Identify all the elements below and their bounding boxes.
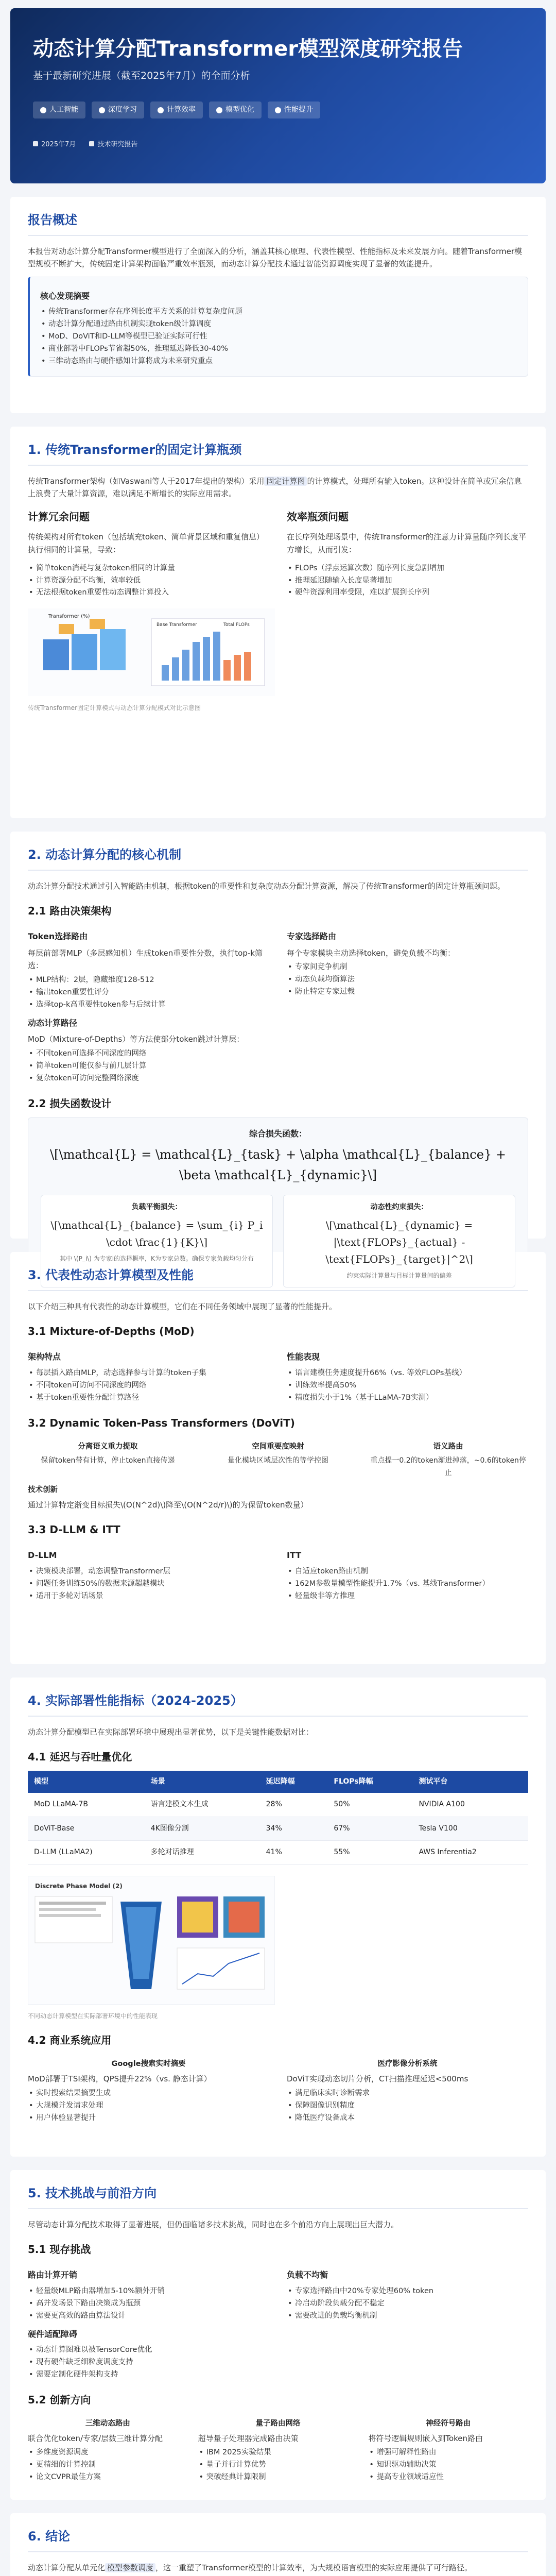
bottleneck-block: 效率瓶颈问题 在长序列处理场景中，传统Transformer的注意力计算量随序列长度平方增长，从而引发： • FLOPs（浮点运算次数）随序列长度急剧增加 • 推理延迟随输入长度显著增加 • 硬件资源利用率受限，难以扩展到长序列 bbox=[287, 506, 528, 599]
direction-card: 量子路由网络 超导量子处理器完成路由决策 • IBM 2025实验结果 • 量子并行计算优势 • 突破经典计算限制 bbox=[198, 2414, 358, 2484]
list-item: • 动态负载均衡算法 bbox=[287, 974, 528, 986]
list-item: • 突破经典计算限制 bbox=[198, 2471, 358, 2484]
report-title: 动态计算分配Transformer模型深度研究报告 bbox=[33, 37, 463, 61]
list-item: • 硬件资源利用率受限，难以扩展到长序列 bbox=[287, 587, 528, 599]
tag[interactable]: 人工智能 bbox=[33, 101, 85, 118]
list-item: • 三维动态路由与硬件感知计算将成为未来研究重点 bbox=[40, 355, 517, 368]
comparison-figure bbox=[28, 608, 528, 714]
overview-intro: 本报告对动态计算分配Transformer模型进行了全面深入的分析，涵盖其核心原理、代表性模型、性能指标及未来发展方向。随着Transformer模型规模不断扩大，传统固定计算架构面临严重效率瓶颈，而动态计算分配技术通过智能资源调度实现了显著的效能提升。 bbox=[28, 246, 523, 269]
figure-title: Discrete Phase Model (2) bbox=[35, 1882, 123, 1890]
findings-list bbox=[40, 306, 517, 368]
list-item: • 轻量级MLP路由器增加5-10%额外开销 bbox=[28, 2285, 269, 2298]
list-item: • 需要改进的负载均衡机制 bbox=[287, 2310, 528, 2323]
report-date: 2025年7月 bbox=[41, 141, 76, 149]
brain-icon bbox=[99, 107, 105, 113]
section-3: 3. 代表性动态计算模型及性能 以下介绍三种具有代表性的动态计算模型，它们在不同任务领域中展现了显著的性能提升。 3.1 Mixture-of-Depths (MoD) 架构特点 • 每层插入路由MLP，动态选择参与计算的token子集 • 不同token可访问不同深度的网络 • 基于token重要性分配计算路径 性能表现 • 语言建模任务速度提升66%（vs. 等效FLOPs基线） • 训练效率提高50% • 精度损失小于1%（基于LLaMA-7B实测） 3.2 Dynamic Token-Pass Transformers (DoViT) 分离语义重力提取 保留token带有计算，停止token直接传递 空间重要度映射 量化模块区域层次性的等学控图 语义路由 重点提一0.2的token渐进掉落，~0.6的token停止 技术创新 通过计算特定渐变目标损失\(O(N^2d)\)降至\(O(N^2d/r)\)的为保留token数量） 3.3 D-LLM & ITT D-LLM • 决策模块部署，动态调整Transformer层 • 问题任务训练50%的数据来源超越模块 • 适用于多轮对话场景 ITT • 自适应token路由机制 • 162M参数量模型性能提升1.7%（vs. 基线Transformer） • 轻量级非等方推理 bbox=[10, 1252, 546, 1664]
list-item: • 简单token可能仅参与前几层计算 bbox=[28, 1060, 528, 1073]
direction-card: 三维动态路由 联合优化token/专家/层数三维计算分配 • 多维度资源调度 • 更精细的计算控制 • 论文CVPR最佳方案 bbox=[28, 2414, 188, 2484]
direction-card: 神经符号路由 将符号逻辑规则嵌入到Token路由 • 增强可解释性路由 • 知识驱动辅助决策 • 提高专业领域适应性 bbox=[368, 2414, 528, 2484]
list-item: • 降低医疗设备成本 bbox=[287, 2112, 528, 2125]
list-item: • 不同token可选择不同深度的网络 bbox=[28, 1048, 528, 1060]
list-item: • 适用于多轮对话场景 bbox=[28, 1590, 269, 1603]
loss-equation: \[\mathcal{L} = \mathcal{L}_{task} + \alpha \mathcal{L}_{balance} + \beta \mathcal{L}_{dynamic}\] bbox=[50, 1147, 506, 1182]
figure-caption: 传统Transformer固定计算模式与动态计算分配模式对比示意图 bbox=[28, 704, 201, 712]
list-item: • 语言建模任务速度提升66%（vs. 等效FLOPs基线） bbox=[287, 1367, 528, 1380]
section-5: 5. 技术挑战与前沿方向 尽管动态计算分配技术取得了显著进展，但仍面临诸多技术挑战，同时也在多个前沿方向上展现出巨大潜力。 5.1 现存挑战 路由计算开销 • 轻量级MLP路由器增加5-10%额外开销 • 高并发场景下路由决策成为瓶颈 • 需要更高效的路由算法设计 负载不均衡 • 专家选择路由中20%专家处理60% token • 冷启动阶段负载分配不稳定 • 需要改进的负载均衡机制 硬件适配障碍 • 动态计算图难以被TensorCore优化 • 现有硬件缺乏细粒度调度支持 • 需要定制化硬件架构支持 5.2 创新方向 三维动态路由 联合优化token/专家/层数三维计算分配 • 多维度资源调度 • 更精细的计算控制 • 论文CVPR最佳方案 量子路由网络 超导量子处理器完成路由决策 • IBM 2025实验结果 • 量子并行计算优势 • 突破经典计算限制 神经符号路由 将符号逻辑规则嵌入到Token路由 • 增强可解释性路由 • 知识驱动辅助决策 • 提高专业领域适应性 bbox=[10, 2170, 546, 2500]
list-item: • 实时搜索结果摘要生成 bbox=[28, 2088, 269, 2100]
performance-table: 模型 场景 延迟降幅 FLOPs降幅 测试平台 MoD LLaMA-7B 语言建模文本生成 28% 50% NVIDIA A100 DoViT-Base 4K图像分割 34% 67% Tesla V100 D-LLM (LLaMA2) 多轮对话推理 41% 55% AWS Inferentia2 bbox=[28, 1771, 528, 1864]
section-2: 2. 动态计算分配的核心机制 动态计算分配技术通过引入智能路由机制，根据token的重要性和复杂度动态分配计算资源，解决了传统Transformer的固定计算瓶颈问题。 2.1 路由决策架构 Token选择路由 每层前部署MLP（多层感知机）生成token重要性分数，执行top-k筛选： • MLP结构：2层，隐藏维度128-512 • 输出token重要性评分 • 选择top-k高重要性token参与后续计算 专家选择路由 每个专家模块主动选择token，避免负载不均衡： • 专家间竞争机制 • 动态负载均衡算法 • 防止特定专家过载 动态计算路径 MoD（Mixture-of-Depths）等方法使部分token跳过计算层： • 不同token可选择不同深度的网络 • 简单token可能仅参与前几层计算 • 复杂token可访问完整网络深度 2.2 损失函数设计 综合损失函数： \[\mathcal{L} = \mathcal{L}_{task} + \alpha \mathcal{L}_{balance} + \beta \mathcal{L}_{dynamic}\] 负载平衡损失： \[\mathcal{L}_{balance} = \sum_{i} P_i \cdot \frac{1}{K}\] 其中 \(P_i\) 为专家i的选择概率，K为专家总数。确保专家负载均匀分布 动态性约束损失： \[\mathcal{L}_{dynamic} = |\text{FLOPs}_{actual} - \text{FLOPs}_{target}|^2\] 约束实际计算量与目标计算量间的偏差 bbox=[10, 832, 546, 1239]
list-item: • 高并发场景下路由决策成为瓶颈 bbox=[28, 2298, 269, 2310]
list-item: • 需要定制化硬件架构支持 bbox=[28, 2369, 528, 2381]
table-row: D-LLM (LLaMA2) 多轮对话推理 41% 55% AWS Inferentia2 bbox=[28, 1840, 528, 1864]
figure-label: Total FLOPs bbox=[223, 622, 250, 628]
list-item: • 专家间竞争机制 bbox=[287, 961, 528, 974]
list-item: • 提高专业领域适应性 bbox=[368, 2471, 528, 2484]
comparison-diagram bbox=[28, 608, 275, 696]
dynamic-loss: 动态性约束损失： \[\mathcal{L}_{dynamic} = |\text{FLOPs}_{actual} - \text{FLOPs}_{target}|^2\] 约束实际计算量与目标计算量间的偏差 bbox=[283, 1195, 515, 1287]
tag-list bbox=[33, 101, 523, 118]
section-title: 3. 代表性动态计算模型及性能 bbox=[28, 1265, 528, 1291]
deployment-diagram bbox=[28, 1876, 275, 2005]
section-intro: 传统Transformer架构（如Vaswani等人于2017年提出的架构）采用 固定计算图 的计算模式，处理所有输入token。这种设计在简单或冗余信息上浪费了大量计算资源，难以满足不断增长的实际应用需求。 bbox=[28, 476, 522, 499]
calendar-icon bbox=[33, 141, 38, 146]
overview-section bbox=[10, 197, 546, 413]
section-title: 6. 结论 bbox=[28, 2527, 528, 2552]
list-item: • 自适应token路由机制 bbox=[287, 1566, 528, 1578]
gear-icon bbox=[216, 107, 222, 113]
list-item: • 动态计算图难以被TensorCore优化 bbox=[28, 2344, 528, 2357]
section-title: 5. 技术挑战与前沿方向 bbox=[28, 2183, 528, 2209]
list-item: • 推理延迟随输入长度显著增加 bbox=[287, 575, 528, 587]
list-item: • 不同token可访问不同深度的网络 bbox=[28, 1380, 269, 1392]
list-item: • 更精细的计算控制 bbox=[28, 2459, 188, 2471]
list-item: • 知识驱动辅助决策 bbox=[368, 2459, 528, 2471]
deployment-figure bbox=[28, 1876, 528, 2022]
findings-card bbox=[28, 277, 528, 377]
list-item: • 决策模块部署，动态调整Transformer层 bbox=[28, 1566, 269, 1578]
list-item: • 大规模并发请求处理 bbox=[28, 2100, 269, 2112]
section-title: 1. 传统Transformer的固定计算瓶颈 bbox=[28, 440, 528, 466]
list-item: • 训练效率提高50% bbox=[287, 1380, 528, 1392]
report-subtitle: 基于最新研究进展（截至2025年7月）的全面分析 bbox=[33, 70, 250, 81]
list-item: • 防止特定专家过载 bbox=[287, 986, 528, 998]
list-item: • 用户体验显著提升 bbox=[28, 2112, 269, 2125]
redundancy-block: 计算冗余问题 传统架构对所有token（包括填充token、简单背景区域和重复信息）执行相同的计算量，导致： • 简单token消耗与复杂token相同的计算量 • 计算资源分配不均衡，效率较低 • 无法根据token重要性动态调整计算投入 bbox=[28, 506, 269, 599]
list-item: • 无法根据token重要性动态调整计算投入 bbox=[28, 587, 269, 599]
list-item: • 传统Transformer存在序列长度平方关系的计算复杂度问题 bbox=[40, 306, 517, 318]
section-title: 4. 实际部署性能指标（2024-2025） bbox=[28, 1691, 528, 1717]
section-1 bbox=[10, 427, 546, 818]
document-icon bbox=[89, 141, 94, 146]
list-item: • 现有硬件缺乏细粒度调度支持 bbox=[28, 2357, 528, 2369]
list-item: • FLOPs（浮点运算次数）随序列长度急剧增加 bbox=[287, 563, 528, 575]
list-item: • 论文CVPR最佳方案 bbox=[28, 2471, 188, 2484]
list-item: • 多维度资源调度 bbox=[28, 2447, 188, 2459]
list-item: • 冷启动阶段负载分配不稳定 bbox=[287, 2298, 528, 2310]
figure-label: Base Transformer bbox=[157, 622, 197, 628]
cpu-icon bbox=[158, 107, 164, 113]
list-item: • 基于token重要性分配计算路径 bbox=[28, 1392, 269, 1404]
findings-title: 核心发现摘要 bbox=[40, 291, 90, 301]
list-item: • 需要更高效的路由算法设计 bbox=[28, 2310, 269, 2323]
balance-loss: 负载平衡损失： \[\mathcal{L}_{balance} = \sum_{i} P_i \cdot \frac{1}{K}\] 其中 \(P_i\) 为专家i的选择概率，K为专家总数。确保专家负载均匀分布 bbox=[41, 1195, 273, 1287]
ai-icon bbox=[40, 107, 46, 113]
list-item: • 量子并行计算优势 bbox=[198, 2459, 358, 2471]
list-item: • 选择top-k高重要性token参与后续计算 bbox=[28, 999, 269, 1011]
chart-icon bbox=[275, 107, 281, 113]
list-item: • 保障图像识别精度 bbox=[287, 2100, 528, 2112]
list-item: • MLP结构：2层，隐藏维度128-512 bbox=[28, 974, 269, 987]
section-title: 报告概述 bbox=[28, 210, 528, 236]
figure-label: Transformer (%) bbox=[48, 614, 90, 620]
list-item: • IBM 2025实验结果 bbox=[198, 2447, 358, 2459]
bar-panel bbox=[151, 619, 265, 686]
tag[interactable]: 计算效率 bbox=[150, 101, 203, 118]
list-item: • 专家选择路由中20%专家处理60% token bbox=[287, 2285, 528, 2298]
list-item: • 复杂token可访问完整网络深度 bbox=[28, 1073, 528, 1085]
list-item: • 精度损失小于1%（基于LLaMA-7B实测） bbox=[287, 1392, 528, 1404]
section-title: 2. 动态计算分配的核心机制 bbox=[28, 845, 528, 871]
table-row: MoD LLaMA-7B 语言建模文本生成 28% 50% NVIDIA A100 bbox=[28, 1793, 528, 1817]
list-item: • 162M参数量模型性能提升1.7%（vs. 基线Transformer） bbox=[287, 1578, 528, 1590]
list-item: • 增强可解释性路由 bbox=[368, 2447, 528, 2459]
list-item: • 问题任务训练50%的数据来源超越模块 bbox=[28, 1578, 269, 1590]
list-item: • 商业部署中FLOPs节省超50%，推理延迟降低30-40% bbox=[40, 343, 517, 355]
tag[interactable]: 深度学习 bbox=[92, 101, 144, 118]
list-item: • 满足临床实时诊断需求 bbox=[287, 2088, 528, 2100]
report-header bbox=[10, 8, 546, 183]
tag[interactable]: 模型优化 bbox=[209, 101, 262, 118]
list-item: • 动态计算分配通过路由机制实现token级计算调度 bbox=[40, 318, 517, 331]
list-item: • MoD、DoViT和D-LLM等模型已验证实际可行性 bbox=[40, 331, 517, 343]
list-item: • 每层插入路由MLP，动态选择参与计算的token子集 bbox=[28, 1367, 269, 1380]
list-item: • 计算资源分配不均衡，效率较低 bbox=[28, 575, 269, 587]
table-row: DoViT-Base 4K图像分割 34% 67% Tesla V100 bbox=[28, 1817, 528, 1840]
loss-formula-box: 综合损失函数： \[\mathcal{L} = \mathcal{L}_{task} + \alpha \mathcal{L}_{balance} + \beta \mathcal{L}_{dynamic}\] 负载平衡损失： \[\mathcal{L}_{balance} = \sum_{i} P_i \cdot \frac{1}{K}\] 其中 \(P_i\) 为专家i的选择概率，K为专家总数。确保专家负载均匀分布 动态性约束损失： \[\mathcal{L}_{dynamic} = |\text{FLOPs}_{actual} - \text{FLOPs}_{target}|^2\] 约束实际计算量与目标计算量间的偏差 bbox=[28, 1117, 528, 1297]
figure-caption: 不同动态计算模型在实际部署环境中的性能表现 bbox=[28, 2012, 158, 2020]
list-item: • 轻量级非等方推理 bbox=[287, 1590, 528, 1603]
list-item: • 输出token重要性评分 bbox=[28, 987, 269, 999]
report-meta bbox=[33, 139, 523, 150]
list-item: • 简单token消耗与复杂token相同的计算量 bbox=[28, 563, 269, 575]
report-kind: 技术研究报告 bbox=[97, 141, 138, 149]
tag[interactable]: 性能提升 bbox=[268, 101, 320, 118]
section-6: 6. 结论 动态计算分配从单元化 模型参数调度 ，这一重塑了Transformer模型的计算效率，为大规模语言模型的实际应用提供了可行路径。 bbox=[10, 2513, 546, 2576]
section-4: 4. 实际部署性能指标（2024-2025） 动态计算分配模型已在实际部署环境中展现出显著优势，以下是关键性能数据对比： 4.1 延迟与吞吐量优化 模型 场景 延迟降幅 FLOPs降幅 测试平台 MoD LLaMA-7B 语言建模文本生成 28% 50% NVIDIA A100 DoViT-Base 4K图像分割 34% 67% Tesla V100 D-LLM (LLaMA2) 多轮对话推理 41% 55% AWS Inferentia2 Discrete Phase Model (2) 不同动态计算模型在实际部署环境中的性能表现 4.2 商业系统应用 Google搜索实时摘要 MoD部署于TSI架构，QPS提升22%（vs. 静态计算） • 实时搜索结果摘要生成 • 大规模并发请求处理 • 用户体验显著提升 医疗影像分析系统 DoViT实现动态切片分析，CT扫描推理延迟<500ms • 满足临床实时诊断需求 • 保障图像识别精度 • 降低医疗设备成本 bbox=[10, 1677, 546, 2157]
